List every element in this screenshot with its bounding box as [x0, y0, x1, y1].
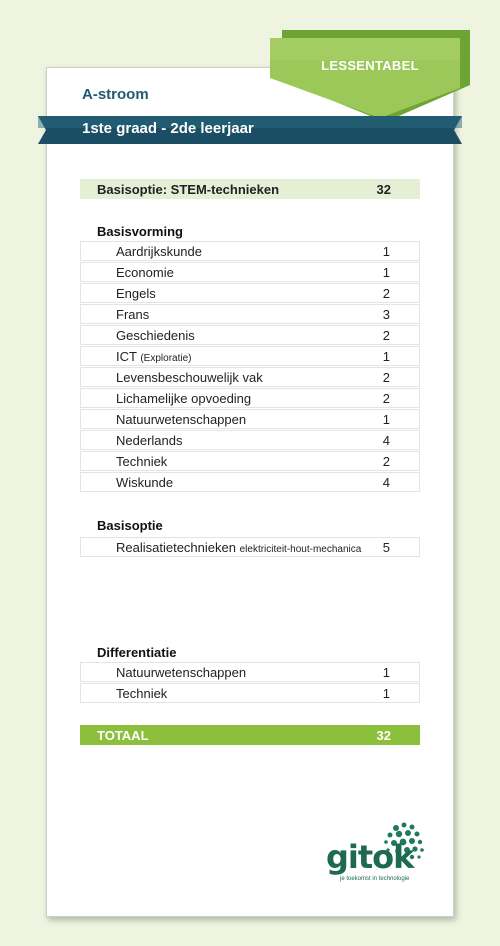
row-label: Realisatietechnieken elektriciteit-hout-mechanica: [116, 540, 362, 555]
row-label: Natuurwetenschappen: [116, 665, 247, 680]
row-hours: 2: [382, 328, 390, 343]
row-hours: 2: [382, 454, 390, 469]
totaal-row: [80, 725, 420, 745]
basisoptie-heading: Basisoptie: [97, 518, 163, 533]
tab-label: LESSENTABEL: [321, 58, 419, 73]
row-hours: 2: [382, 286, 390, 301]
row-hours: 2: [382, 370, 390, 385]
row-hours: 32: [376, 182, 391, 197]
differentiatie-heading: Differentiatie: [97, 645, 177, 660]
grade-band: [38, 116, 462, 144]
row-note: (Exploratie): [140, 353, 192, 364]
band-label: 1ste graad - 2de leerjaar: [82, 120, 254, 137]
basisoptie-row: [80, 537, 420, 557]
row-label: Engels: [116, 286, 156, 301]
row-hours: 4: [382, 475, 390, 490]
basisvorming-row: [80, 472, 420, 492]
basisvorming-row: [80, 346, 420, 366]
row-hours: 1: [382, 265, 390, 280]
row-label: Aardrijkskunde: [116, 244, 202, 259]
row-label: Wiskunde: [116, 475, 174, 490]
basisvorming-row: [80, 262, 420, 282]
row-label: Frans: [116, 307, 150, 322]
basisoptie-stem-row: [80, 179, 420, 199]
row-note: elektriciteit-hout-mechanica: [239, 544, 362, 555]
row-hours: 2: [382, 391, 390, 406]
basisvorming-row: [80, 241, 420, 261]
basisvorming-row: [80, 409, 420, 429]
basisvorming-row: [80, 430, 420, 450]
stream-title: A-stroom: [82, 86, 149, 103]
row-label: ICT (Exploratie): [116, 349, 192, 364]
row-hours: 1: [382, 244, 390, 259]
row-hours: 1: [382, 349, 390, 364]
row-hours: 1: [382, 665, 390, 680]
row-hours: 32: [376, 728, 391, 743]
logo-tagline: je toekomst in technologie: [340, 876, 410, 882]
row-label: Techniek: [116, 454, 168, 469]
differentiatie-row: [80, 662, 420, 682]
differentiatie-row: [80, 683, 420, 703]
row-hours: 3: [382, 307, 390, 322]
row-hours: 5: [382, 540, 390, 555]
basisvorming-heading: Basisvorming: [97, 224, 183, 239]
basisvorming-row: [80, 325, 420, 345]
basisvorming-row: [80, 304, 420, 324]
row-label: Geschiedenis: [116, 328, 195, 343]
basisvorming-row: [80, 283, 420, 303]
row-label: Economie: [116, 265, 174, 280]
row-hours: 1: [382, 686, 390, 701]
basisvorming-row: [80, 388, 420, 408]
row-label: Techniek: [116, 686, 168, 701]
row-label: Lichamelijke opvoeding: [116, 391, 252, 406]
row-hours: 4: [382, 433, 390, 448]
row-label: Basisoptie: STEM-technieken: [97, 182, 280, 197]
basisvorming-row: [80, 367, 420, 387]
row-label: TOTAAL: [97, 728, 149, 743]
row-label: Natuurwetenschappen: [116, 412, 247, 427]
row-hours: 1: [382, 412, 390, 427]
tab-shape: [270, 30, 470, 125]
basisvorming-row: [80, 451, 420, 471]
row-label: Nederlands: [116, 433, 183, 448]
lessentabel-tab: [270, 30, 470, 125]
logo-wordmark: gitok: [326, 838, 414, 876]
row-label: Levensbeschouwelijk vak: [116, 370, 263, 385]
